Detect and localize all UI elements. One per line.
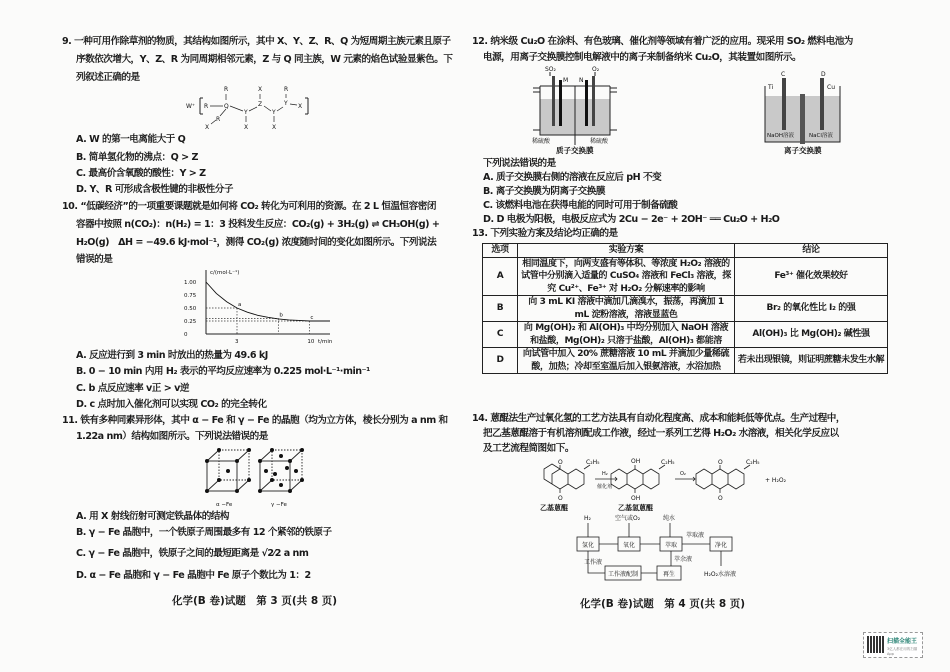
fuel-cell <box>532 66 617 155</box>
q12-option-c: C. 该燃料电池在获得电能的同时可用于制备硫酸 <box>483 200 678 211</box>
svg-text:X: X <box>272 124 277 131</box>
svg-text:O: O <box>558 495 563 502</box>
svg-text:O: O <box>718 495 723 502</box>
q11-option-a: A. 用 X 射线衍射可测定铁晶体的结构 <box>76 511 229 522</box>
svg-text:Y: Y <box>272 109 276 116</box>
svg-text:Cu: Cu <box>827 84 835 91</box>
svg-text:R: R <box>216 116 221 123</box>
q11-line: 1.22a nm）结构如图所示。下列说法错误的是 <box>76 431 268 442</box>
svg-text:净化: 净化 <box>715 542 728 549</box>
table-row <box>483 348 888 374</box>
cell-option: C <box>483 322 518 348</box>
q9-option-d: D. Y、R 可形成含极性键的非极性分子 <box>76 184 233 195</box>
reaction-scheme <box>544 464 750 493</box>
electrolytic-cell <box>765 71 840 155</box>
cell-conclusion: Al(OH)₃ 比 Mg(OH)₂ 碱性强 <box>735 322 888 348</box>
watermark-brand: 扫描全能王 <box>887 638 918 645</box>
q10-line: 容器中按照 n(CO₂)：n(H₂) = 1：3 投料发生反应：CO₂(g) + 3H₂(g) ⇌ CH₃OH(g) + <box>76 219 440 230</box>
q11-option-b: B. γ − Fe 晶胞中，一个铁原子周围最多有 12 个紧邻的铁原子 <box>76 527 332 538</box>
q13-title: 13. 下列实验方案及结论均正确的是 <box>472 228 618 239</box>
svg-text:萃余液: 萃余液 <box>674 556 693 563</box>
svg-text:Y: Y <box>244 109 248 116</box>
x-tick-label: 3 <box>235 339 239 345</box>
proton-exchange-membrane-label: 质子交换膜 <box>556 146 594 155</box>
q10-line: 10. “低碳经济”的一项重要课题就是如何将 CO₂ 转化为可利用的资源。在 2 L 恒温恒容密闭 <box>62 201 436 212</box>
q9-line: 序数依次增大，Y、Z、R 为同周期相邻元素，Z 与 Q 同主族，W 元素的焰色试验显紫色。下 <box>76 54 453 65</box>
svg-text:O₂: O₂ <box>592 66 600 73</box>
svg-text:C: C <box>781 71 786 78</box>
cell-plan: 相同温度下，向两支盛有等体积、等浓度 H₂O₂ 溶液的试管中分别滴入适量的 CuSO₄ 溶液和 FeCl₃ 溶液，探究 Cu²⁺、Fe³⁺ 对 H₂O₂ 分解速率的影响 <box>518 257 735 296</box>
svg-text:R: R <box>284 86 289 93</box>
q10-option-c: C. b 点反应速率 v正 > v逆 <box>76 383 189 394</box>
q14-line: 14. 蒽醌法生产过氧化氢的工艺方法具有自动化程度高、成本和能耗低等优点。生产过程中， <box>472 413 845 424</box>
svg-text:SO₂: SO₂ <box>545 66 556 73</box>
svg-text:工作液: 工作液 <box>584 559 603 566</box>
q12-question: 下列说法错误的是 <box>483 158 556 169</box>
col-header-plan: 实验方案 <box>518 244 735 258</box>
svg-text:氧化: 氧化 <box>623 542 636 549</box>
y-axis-label: c/(mol·L⁻¹) <box>210 270 240 276</box>
x-axis-label: t/min <box>318 339 333 345</box>
svg-text:C₂H₅: C₂H₅ <box>661 459 675 466</box>
svg-text:M: M <box>563 77 569 84</box>
y-tick-label: 0 <box>184 332 188 338</box>
qr-code-icon <box>867 636 884 653</box>
svg-text:再生: 再生 <box>663 571 676 578</box>
q10-option-b: B. 0 − 10 min 内用 H₂ 表示的平均反应速率为 0.225 mol·L⁻¹·min⁻¹ <box>76 366 370 377</box>
col-header-conclusion: 结论 <box>735 244 888 258</box>
watermark-tagline: 3亿人都在用的扫描App <box>887 647 918 656</box>
svg-text:C₂H₅: C₂H₅ <box>746 459 760 466</box>
cell-option: D <box>483 348 518 374</box>
point-label-b: b <box>279 312 283 319</box>
q9-line: 列叙述正确的是 <box>76 72 140 83</box>
svg-text:X: X <box>205 124 210 131</box>
y-tick-label: 0.75 <box>184 293 197 299</box>
q12-option-b: B. 离子交换膜为阴离子交换膜 <box>483 186 605 197</box>
cell-conclusion: 若未出现银镜，则证明蔗糖未发生水解 <box>735 348 888 374</box>
q11-line: 11. 铁有多种同素异形体，其中 α − Fe 和 γ − Fe 的晶胞（均为立方体，棱长分别为 a nm 和 <box>62 415 448 426</box>
svg-text:稀硫酸: 稀硫酸 <box>590 138 609 145</box>
q11-option-c: C. γ − Fe 晶胞中，铁原子之间的最短距离是 √2⁄2 a nm <box>76 548 309 559</box>
svg-text:Y: Y <box>284 100 288 107</box>
svg-text:工作液配制: 工作液配制 <box>608 571 639 578</box>
q12-option-a: A. 质子交换膜右侧的溶液在反应后 pH 不变 <box>483 172 662 183</box>
y-tick-label: 0.25 <box>184 319 197 325</box>
electrolysis-apparatus-diagram <box>530 66 860 156</box>
cell-plan: 向 3 mL KI 溶液中滴加几滴溴水，振荡，再滴加 1 mL 淀粉溶液，溶液显蓝色 <box>518 296 735 322</box>
svg-text:OH: OH <box>631 458 641 465</box>
cell-conclusion: Fe³⁺ 催化效果较好 <box>735 257 888 296</box>
gamma-fe-label: γ −Fe <box>271 502 287 508</box>
cell-conclusion: Br₂ 的氧化性比 I₂ 的强 <box>735 296 888 322</box>
svg-text:NaOH溶液: NaOH溶液 <box>767 133 794 139</box>
x-tick-label: 10 <box>307 339 315 345</box>
svg-text:氢化: 氢化 <box>582 542 595 549</box>
svg-text:O₂: O₂ <box>680 471 686 477</box>
q14-line: 把乙基蒽醌溶于有机溶剂配成工作液，经过一系列工艺得 H₂O₂ 水溶液，相关化学反应以 <box>483 428 839 439</box>
svg-text:H₂: H₂ <box>584 515 591 522</box>
page-footer-3: 化学(B 卷)试题 第 3 页(共 8 页) <box>172 595 338 607</box>
y-tick-label: 1.00 <box>184 280 197 286</box>
svg-text:X: X <box>244 124 249 131</box>
q12-line: 12. 纳米级 Cu₂O 在涂料、有色玻璃、催化剂等领域有着广泛的应用。现采用 SO₂ 燃料电池为 <box>472 36 853 47</box>
co2-concentration-chart <box>180 267 340 347</box>
y-tick-label: 0.50 <box>184 306 197 312</box>
q12-line: 电源，用离子交换膜控制电解液中的离子来制备纳米 Cu₂O，其装置如图所示。 <box>483 52 802 63</box>
svg-text:Ti: Ti <box>768 84 774 91</box>
svg-text:NaCl溶液: NaCl溶液 <box>809 133 833 139</box>
ion-exchange-membrane-label: 离子交换膜 <box>784 146 822 155</box>
table-row <box>483 296 888 322</box>
cell-plan: 向试管中加入 20% 蔗糖溶液 10 mL 并滴加少量稀硫酸，加热；冷却至室温后加入银氨溶液，水浴加热 <box>518 348 735 374</box>
svg-text:空气或O₂: 空气或O₂ <box>615 515 641 522</box>
q10-option-d: D. c 点时加入催化剂可以实现 CO₂ 的完全转化 <box>76 399 267 410</box>
q10-option-a: A. 反应进行到 3 min 时放出的热量为 49.6 kJ <box>76 350 268 361</box>
q9-option-b: B. 简单氢化物的沸点：Q > Z <box>76 152 198 163</box>
point-label-c: c <box>310 315 314 321</box>
svg-text:萃取液: 萃取液 <box>686 532 705 539</box>
page-footer-4: 化学(B 卷)试题 第 4 页(共 8 页) <box>580 598 746 610</box>
svg-text:R: R <box>204 103 209 110</box>
svg-text:OH: OH <box>631 495 641 502</box>
q11-option-d: D. α − Fe 晶胞和 γ − Fe 晶胞中 Fe 原子个数比为 1：2 <box>76 570 311 581</box>
cell-plan: 向 Mg(OH)₂ 和 Al(OH)₃ 中均分别加入 NaOH 溶液和盐酸，Mg(OH)₂ 只溶于盐酸，Al(OH)₃ 都能溶 <box>518 322 735 348</box>
svg-text:纯水: 纯水 <box>663 515 676 522</box>
svg-text:W⁺: W⁺ <box>186 103 196 110</box>
q13-table <box>482 243 888 374</box>
col-header-option: 选项 <box>483 244 518 258</box>
q10-line: 错误的是 <box>76 254 113 265</box>
cell-option: B <box>483 296 518 322</box>
svg-text:乙基氢蒽醌: 乙基氢蒽醌 <box>618 504 653 512</box>
table-row <box>483 257 888 296</box>
point-label-a: a <box>238 302 242 308</box>
q10-line: H₂O(g) ΔH = −49.6 kJ·mol⁻¹，测得 CO₂(g) 浓度随时间的变化如图所示。下列说法 <box>76 237 437 248</box>
svg-text:乙基蒽醌: 乙基蒽醌 <box>540 504 568 512</box>
cell-option: A <box>483 257 518 296</box>
q9-structure-diagram <box>186 84 316 132</box>
svg-text:Z: Z <box>258 101 263 108</box>
anthraquinone-process-diagram <box>520 457 820 585</box>
q12-option-d: D. D 电极为阳极，电极反应式为 2Cu − 2e⁻ + 2OH⁻ ══ Cu₂O + H₂O <box>483 214 780 225</box>
svg-text:+ H₂O₂: + H₂O₂ <box>765 477 786 484</box>
q9-line: 9. 一种可用作除草剂的物质，其结构如图所示，其中 X、Y、Z、R、Q 为短周期主族元素且原子 <box>62 36 451 47</box>
svg-text:H₂: H₂ <box>602 471 608 477</box>
svg-text:萃取: 萃取 <box>665 542 678 549</box>
svg-text:X: X <box>298 103 303 110</box>
svg-text:H₂O₂水溶液: H₂O₂水溶液 <box>704 571 737 578</box>
q14-section <box>472 412 912 592</box>
q14-line: 及工艺流程简图如下。 <box>483 443 574 454</box>
svg-text:Q: Q <box>224 103 229 110</box>
q9-option-a: A. W 的第一电离能大于 Q <box>76 134 186 145</box>
svg-text:N: N <box>579 77 584 84</box>
svg-text:C₂H₅: C₂H₅ <box>586 459 600 466</box>
svg-text:O: O <box>558 459 563 466</box>
svg-text:R: R <box>224 86 229 93</box>
q9-option-c: C. 最高价含氧酸的酸性：Y > Z <box>76 168 206 179</box>
svg-text:稀硫酸: 稀硫酸 <box>532 138 551 145</box>
alpha-fe-label: α −Fe <box>216 502 233 508</box>
camscanner-watermark <box>863 632 923 658</box>
svg-text:D: D <box>821 71 826 78</box>
svg-text:X: X <box>258 86 263 93</box>
svg-text:催化剂: 催化剂 <box>597 484 613 490</box>
svg-text:O: O <box>718 459 723 466</box>
iron-unit-cells-diagram <box>200 444 310 510</box>
table-row <box>483 322 888 348</box>
